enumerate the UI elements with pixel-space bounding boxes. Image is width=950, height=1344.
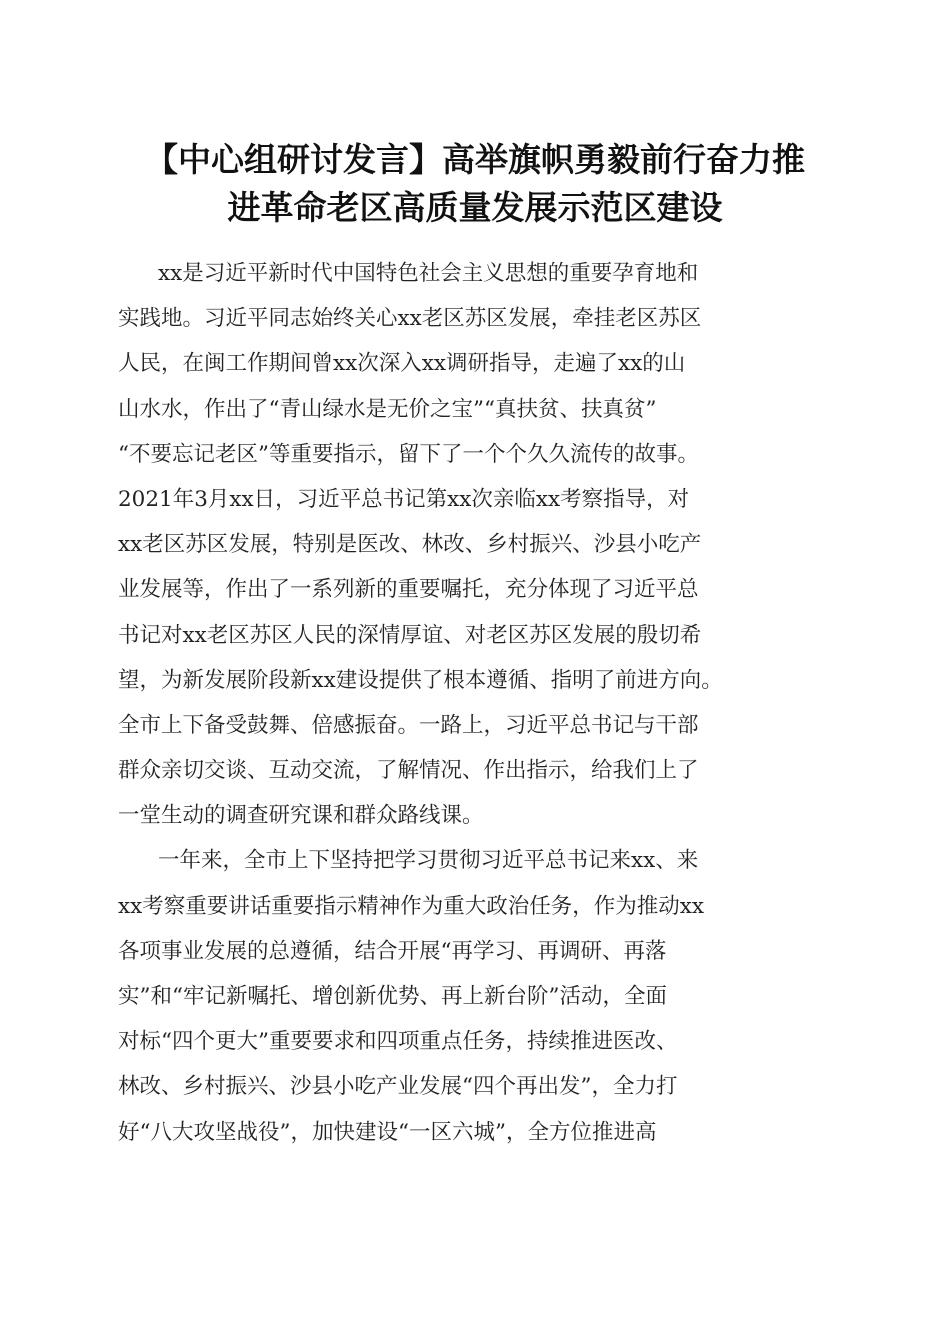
text-line: 林改、乡村振兴、沙县小吃产业发展“四个再出发”，全力打 (118, 1074, 678, 1100)
text-line: 对标“四个更大”重要要求和四项重点任务，持续推进医改、 (118, 1029, 678, 1055)
text-line: xx老区苏区发展，特别是医改、林改、乡村振兴、沙县小吃产 (118, 532, 702, 558)
text-line: xx考察重要讲话重要指示精神作为重大政治任务，作为推动xx (118, 893, 705, 919)
paragraph-1 (118, 251, 848, 838)
text-line: “不要忘记老区”等重要指示，留下了一个个久久流传的故事。 (118, 441, 699, 467)
text-line: 实践地。习近平同志始终关心xx老区苏区发展，牵挂老区苏区 (118, 306, 702, 332)
text-line: 好“八大攻坚战役”，加快建设“一区六城”，全方位推进高 (118, 1119, 657, 1145)
title-line: 【中心组研讨发言】高举旗帜勇毅前行奋力推 (145, 140, 805, 179)
document-title (100, 136, 850, 232)
text-line: 山水水，作出了“青山绿水是无价之宝”“真扶贫、扶真贫” (118, 396, 657, 422)
title-line: 进革命老区高质量发展示范区建设 (227, 188, 723, 227)
text-line: 一堂生动的调查研究课和群众路线课。 (118, 803, 484, 829)
paragraph-2 (118, 838, 848, 1154)
text-line: 2021年3月xx日，习近平总书记第xx次亲临xx考察指导，对 (118, 486, 690, 512)
text-line: 人民，在闽工作期间曾xx次深入xx调研指导，走遍了xx的山 (118, 351, 686, 377)
text-line: 业发展等，作出了一系列新的重要嘱托，充分体现了习近平总 (118, 577, 699, 603)
text-line: 望，为新发展阶段新xx建设提供了根本遵循、指明了前进方向。 (118, 667, 723, 693)
text-line: 群众亲切交谈、互动交流，了解情况、作出指示，给我们上了 (118, 758, 699, 784)
text-line: 各项事业发展的总遵循，结合开展“再学习、再调研、再落 (118, 938, 667, 964)
text-line: 书记对xx老区苏区人民的深情厚谊、对老区苏区发展的殷切希 (118, 622, 702, 648)
document-body (118, 251, 848, 1155)
text-line: xx是习近平新时代中国特色社会主义思想的重要孕育地和 (158, 261, 699, 286)
text-line: 实”和“牢记新嘱托、增创新优势、再上新台阶”活动，全面 (118, 984, 667, 1009)
text-line: 一年来，全市上下坚持把学习贯彻习近平总书记来xx、来 (158, 848, 699, 874)
text-line: 全市上下备受鼓舞、倍感振奋。一路上，习近平总书记与干部 (118, 712, 699, 738)
